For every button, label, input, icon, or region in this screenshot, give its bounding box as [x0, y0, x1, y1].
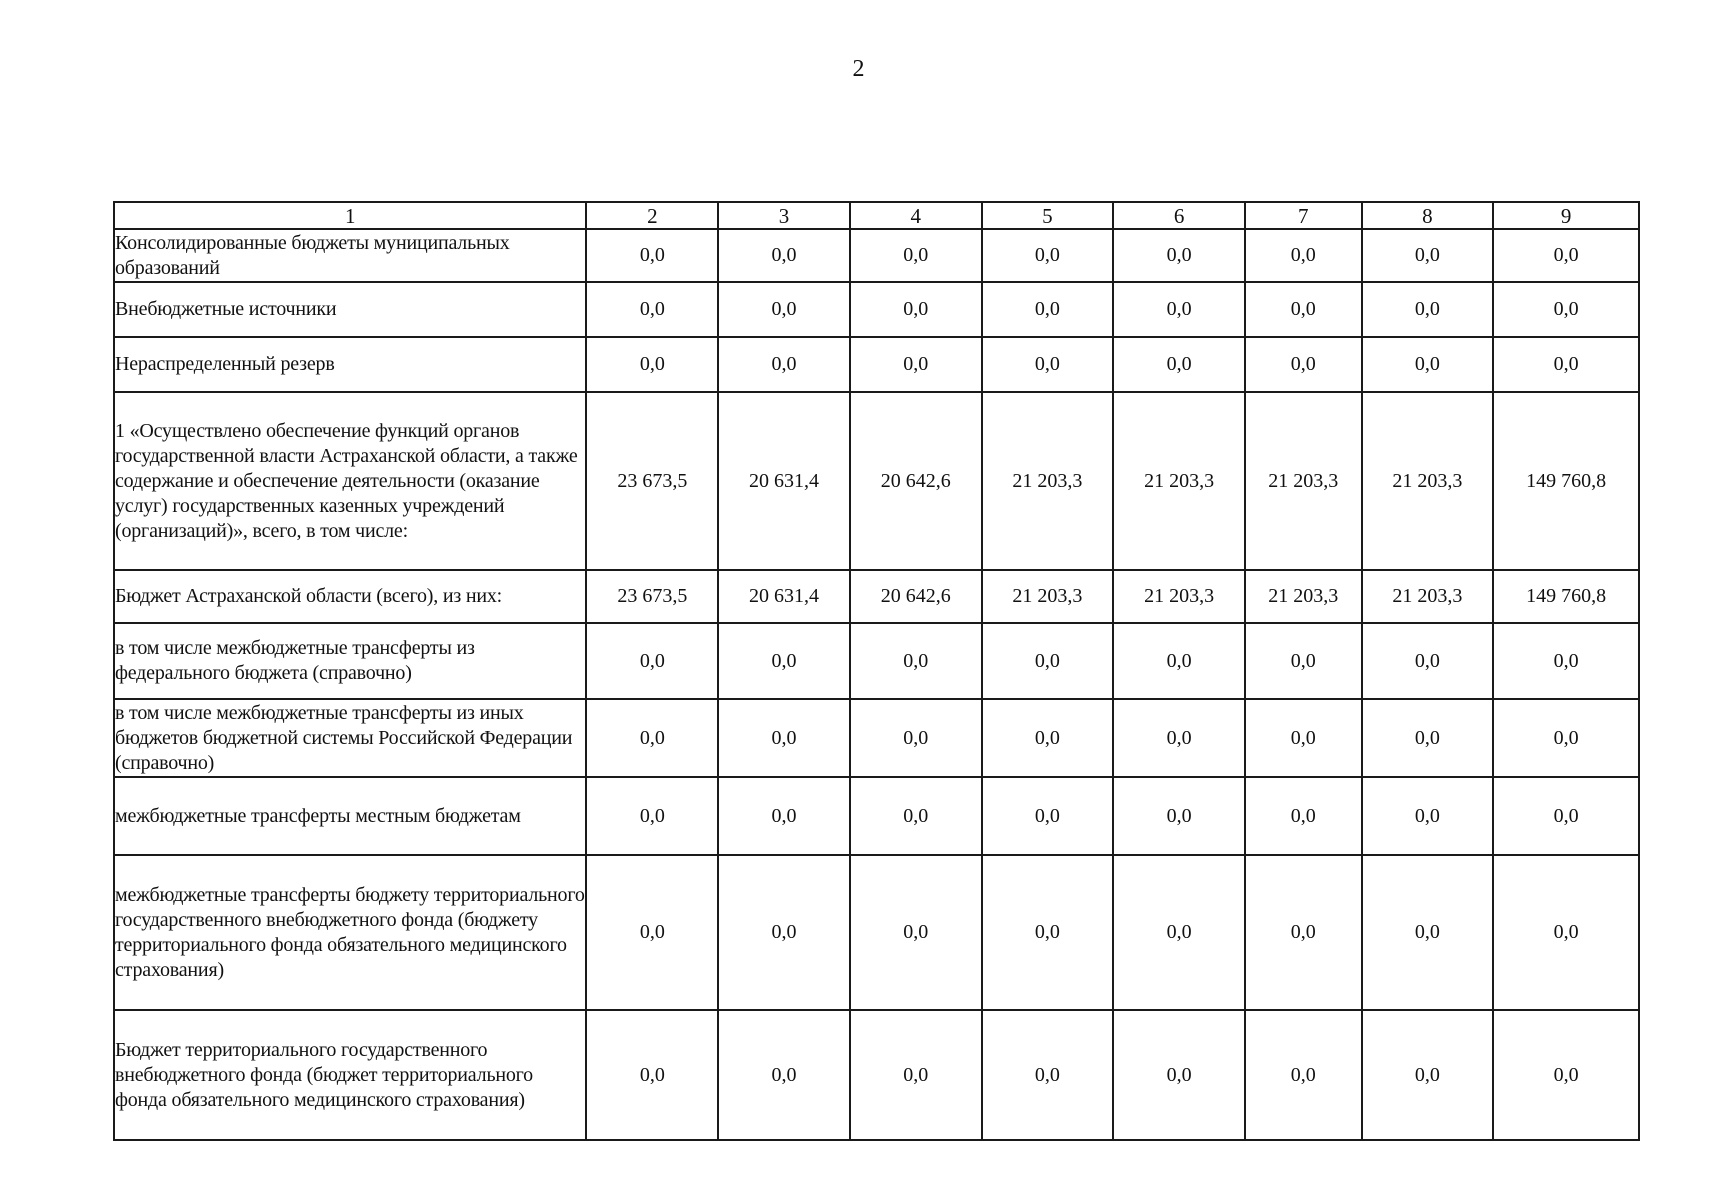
value-cell: 20 642,6: [850, 392, 982, 570]
value-cell: 0,0: [982, 777, 1114, 855]
value-cell: 0,0: [718, 282, 850, 337]
value-cell: 21 203,3: [1362, 570, 1494, 623]
budget-table: [113, 201, 1640, 1141]
table-row: [114, 229, 1639, 282]
value-cell: 0,0: [982, 337, 1114, 392]
value-cell: 0,0: [1113, 1010, 1245, 1140]
value-cell: 0,0: [586, 282, 718, 337]
value-cell: 0,0: [1362, 777, 1494, 855]
value-cell: 0,0: [1362, 229, 1494, 282]
value-cell: 0,0: [1113, 699, 1245, 777]
row-label: Внебюджетные источники: [114, 282, 586, 337]
value-cell: 0,0: [718, 1010, 850, 1140]
value-cell: 0,0: [1245, 282, 1362, 337]
row-label: межбюджетные трансферты местным бюджетам: [114, 777, 586, 855]
value-cell: 0,0: [1113, 623, 1245, 699]
value-cell: 0,0: [586, 1010, 718, 1140]
column-header: 8: [1362, 202, 1494, 229]
value-cell: 0,0: [1493, 623, 1639, 699]
value-cell: 0,0: [850, 855, 982, 1010]
row-label: Нераспределенный резерв: [114, 337, 586, 392]
row-label: в том числе межбюджетные трансферты из федерального бюджета (справочно): [114, 623, 586, 699]
value-cell: 0,0: [1493, 229, 1639, 282]
value-cell: 20 631,4: [718, 392, 850, 570]
table-row: [114, 1010, 1639, 1140]
page-number: 2: [852, 56, 865, 82]
value-cell: 0,0: [982, 229, 1114, 282]
value-cell: 0,0: [850, 777, 982, 855]
value-cell: 0,0: [1362, 282, 1494, 337]
value-cell: 0,0: [982, 282, 1114, 337]
value-cell: 0,0: [1245, 777, 1362, 855]
value-cell: 0,0: [1493, 777, 1639, 855]
value-cell: 20 642,6: [850, 570, 982, 623]
table-row: [114, 777, 1639, 855]
row-label: межбюджетные трансферты бюджету территориального государственного внебюджетного фонда (бюджету территориального фонда обязательного медицинского страхования): [114, 855, 586, 1010]
row-label: Бюджет Астраханской области (всего), из них:: [114, 570, 586, 623]
table-header-row: [114, 202, 1639, 229]
table-row: [114, 623, 1639, 699]
value-cell: 0,0: [586, 229, 718, 282]
value-cell: 0,0: [1113, 229, 1245, 282]
value-cell: 0,0: [1362, 855, 1494, 1010]
value-cell: 0,0: [1493, 282, 1639, 337]
value-cell: 0,0: [1245, 1010, 1362, 1140]
value-cell: 149 760,8: [1493, 392, 1639, 570]
value-cell: 21 203,3: [1113, 392, 1245, 570]
value-cell: 149 760,8: [1493, 570, 1639, 623]
column-header: 1: [114, 202, 586, 229]
value-cell: 0,0: [1245, 229, 1362, 282]
value-cell: 0,0: [1245, 623, 1362, 699]
value-cell: 0,0: [1362, 337, 1494, 392]
table-row: [114, 337, 1639, 392]
value-cell: 21 203,3: [982, 392, 1114, 570]
value-cell: 0,0: [1493, 337, 1639, 392]
value-cell: 0,0: [586, 699, 718, 777]
value-cell: 0,0: [1245, 855, 1362, 1010]
value-cell: 0,0: [1245, 699, 1362, 777]
value-cell: 23 673,5: [586, 392, 718, 570]
value-cell: 0,0: [1245, 337, 1362, 392]
value-cell: 21 203,3: [1362, 392, 1494, 570]
value-cell: 0,0: [586, 855, 718, 1010]
value-cell: 0,0: [850, 699, 982, 777]
value-cell: 20 631,4: [718, 570, 850, 623]
value-cell: 0,0: [850, 337, 982, 392]
row-label: Бюджет территориального государственного внебюджетного фонда (бюджет территориального фонда обязательного медицинского страхования): [114, 1010, 586, 1140]
value-cell: 0,0: [718, 623, 850, 699]
column-header: 4: [850, 202, 982, 229]
value-cell: 0,0: [1493, 699, 1639, 777]
value-cell: 21 203,3: [1245, 392, 1362, 570]
value-cell: 0,0: [718, 699, 850, 777]
table-row: [114, 699, 1639, 777]
column-header: 3: [718, 202, 850, 229]
value-cell: 0,0: [1362, 699, 1494, 777]
value-cell: 0,0: [1113, 777, 1245, 855]
value-cell: 0,0: [982, 855, 1114, 1010]
column-header: 9: [1493, 202, 1639, 229]
value-cell: 0,0: [586, 623, 718, 699]
value-cell: 0,0: [718, 777, 850, 855]
column-header: 5: [982, 202, 1114, 229]
value-cell: 0,0: [850, 623, 982, 699]
value-cell: 0,0: [982, 1010, 1114, 1140]
column-header: 6: [1113, 202, 1245, 229]
value-cell: 0,0: [1362, 1010, 1494, 1140]
value-cell: 23 673,5: [586, 570, 718, 623]
value-cell: 0,0: [718, 337, 850, 392]
row-label: 1 «Осуществлено обеспечение функций органов государственной власти Астраханской области, а также содержание и обеспечение деятельности (оказание услуг) государственных казенных учреждений (организаций)», всего, в том числе:: [114, 392, 586, 570]
value-cell: 0,0: [982, 699, 1114, 777]
value-cell: 0,0: [1493, 1010, 1639, 1140]
table-row: [114, 392, 1639, 570]
value-cell: 0,0: [586, 777, 718, 855]
value-cell: 0,0: [1113, 337, 1245, 392]
value-cell: 21 203,3: [1113, 570, 1245, 623]
table-row: [114, 855, 1639, 1010]
value-cell: 0,0: [1113, 855, 1245, 1010]
value-cell: 0,0: [850, 229, 982, 282]
value-cell: 0,0: [718, 229, 850, 282]
column-header: 2: [586, 202, 718, 229]
value-cell: 0,0: [850, 1010, 982, 1140]
value-cell: 0,0: [586, 337, 718, 392]
row-label: в том числе межбюджетные трансферты из иных бюджетов бюджетной системы Российской Федерации (справочно): [114, 699, 586, 777]
table-row: [114, 570, 1639, 623]
value-cell: 0,0: [718, 855, 850, 1010]
value-cell: 21 203,3: [982, 570, 1114, 623]
value-cell: 0,0: [1493, 855, 1639, 1010]
value-cell: 0,0: [850, 282, 982, 337]
value-cell: 0,0: [982, 623, 1114, 699]
column-header: 7: [1245, 202, 1362, 229]
row-label: Консолидированные бюджеты муниципальных образований: [114, 229, 586, 282]
value-cell: 0,0: [1113, 282, 1245, 337]
value-cell: 21 203,3: [1245, 570, 1362, 623]
value-cell: 0,0: [1362, 623, 1494, 699]
table-row: [114, 282, 1639, 337]
